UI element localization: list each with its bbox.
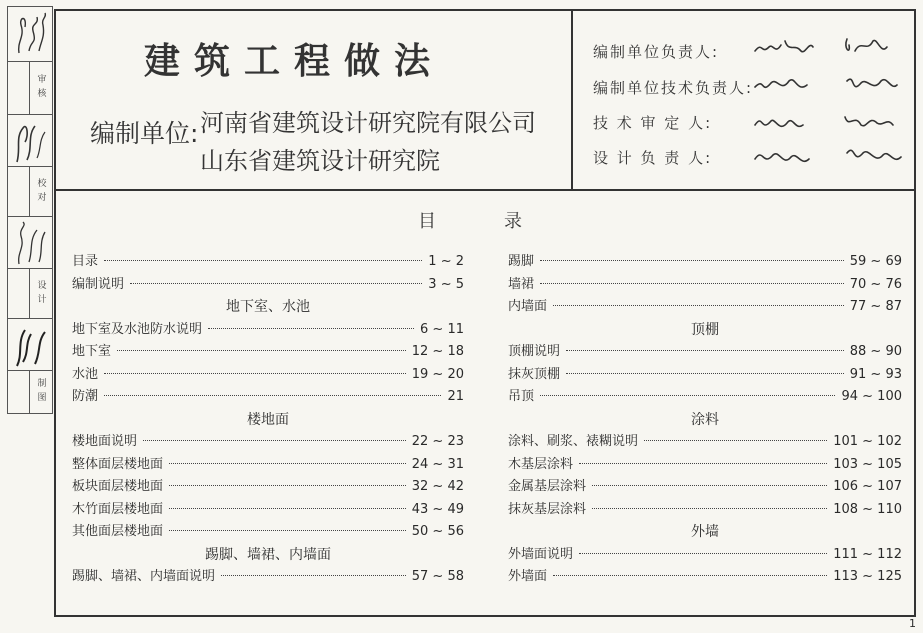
- compiling-unit-name: 山东省建筑设计研究院: [200, 147, 440, 175]
- approver-role: 设 计 负 责 人:: [593, 149, 713, 167]
- toc-entry[interactable]: [72, 456, 464, 474]
- toc-entry-title: 踢脚、墙裙、内墙面说明: [72, 569, 216, 584]
- toc-title: 目录: [418, 211, 590, 232]
- toc-entry-title: 地下室及水池防水说明: [72, 321, 203, 337]
- toc-leader-dots: [592, 485, 827, 486]
- toc-entry-title: 墙裙: [508, 276, 535, 292]
- toc-leader-dots: [221, 575, 406, 576]
- page-number: 1: [909, 617, 916, 630]
- signoff-check: [8, 167, 52, 217]
- drawing-frame: [54, 9, 916, 617]
- compiling-unit-name: 河南省建筑设计研究院有限公司: [200, 109, 536, 137]
- toc-entry-pages: 43 ~ 49: [411, 501, 464, 517]
- toc-entry-pages: 70 ~ 76: [849, 276, 902, 292]
- toc-entry-pages: 108 ~ 110: [833, 501, 902, 517]
- toc-leader-dots: [169, 485, 406, 486]
- signoff-review: [8, 62, 52, 115]
- toc-entry-title: 内墙面: [508, 299, 548, 314]
- toc-entry[interactable]: [72, 523, 464, 541]
- toc-leader-dots: [540, 283, 844, 284]
- toc-leader-dots: [579, 463, 827, 464]
- toc-leader-dots: [553, 575, 827, 576]
- toc-entry-pages: 50 ~ 56: [411, 524, 464, 539]
- toc-entry-pages: 6 ~ 11: [420, 321, 464, 337]
- toc-leader-dots: [117, 350, 406, 351]
- toc-entry-pages: 91 ~ 93: [849, 366, 902, 382]
- toc-leader-dots: [169, 508, 406, 509]
- toc-entry-title: 抹灰顶棚: [508, 366, 561, 382]
- toc-entry-pages: 22 ~ 23: [411, 434, 464, 449]
- toc-entry[interactable]: [508, 546, 902, 564]
- toc-entry-pages: 1 ~ 2: [428, 254, 464, 269]
- signoff-drafting: [8, 371, 52, 413]
- toc-entry-title: 吊顶: [508, 389, 535, 404]
- signoff-label: 设计: [35, 279, 46, 308]
- toc-leader-dots: [208, 328, 414, 329]
- toc-entry[interactable]: [508, 568, 902, 586]
- toc-entry-pages: 59 ~ 69: [849, 254, 902, 269]
- toc-section-heading: 楼地面: [247, 411, 289, 428]
- toc-section-heading: 踢脚、墙裙、内墙面: [205, 546, 331, 563]
- toc-leader-dots: [566, 373, 844, 374]
- toc-entry-title: 地下室: [72, 344, 112, 359]
- toc-entry[interactable]: [508, 298, 902, 316]
- toc-section-heading: 外墙: [691, 524, 719, 540]
- toc-entry[interactable]: [508, 388, 902, 406]
- toc-leader-dots: [553, 305, 844, 306]
- compiling-unit-label: 编制单位:: [90, 119, 199, 148]
- document-title: 建筑工程做法: [144, 41, 445, 82]
- toc-entry-title: 踢脚: [508, 254, 535, 269]
- toc-section-heading: 顶棚: [691, 321, 719, 338]
- approver-role: 技 术 审 定 人:: [593, 114, 713, 132]
- toc-entry-pages: 24 ~ 31: [411, 456, 464, 472]
- signoff-review-sign: [8, 115, 52, 167]
- toc-entry-pages: 106 ~ 107: [833, 479, 902, 494]
- handwritten-signature-icon: [11, 220, 49, 266]
- toc-entry-title: 目录: [72, 254, 99, 269]
- toc-entry-pages: 19 ~ 20: [411, 366, 464, 382]
- toc-entry-pages: 57 ~ 58: [411, 569, 464, 584]
- toc-entry[interactable]: [72, 478, 464, 496]
- approver-role: 编制单位技术负责人:: [593, 79, 754, 97]
- toc-entry-title: 涂料、刷浆、裱糊说明: [508, 434, 639, 449]
- handwritten-signature-icon: [751, 33, 911, 183]
- toc-entry[interactable]: [72, 321, 464, 339]
- toc-entry[interactable]: [72, 276, 464, 294]
- signoff-check-sign: [8, 217, 52, 269]
- toc-entry-title: 整体面层楼地面: [72, 456, 164, 472]
- toc-entry-title: 木竹面层楼地面: [72, 501, 164, 517]
- toc-section-heading: 地下室、水池: [226, 299, 310, 315]
- toc-entry[interactable]: [508, 366, 902, 384]
- signoff-top-signatures: [8, 7, 52, 62]
- toc-entry[interactable]: [508, 501, 902, 519]
- toc-entry[interactable]: [72, 253, 464, 271]
- toc-entry-title: 其他面层楼地面: [72, 524, 164, 539]
- toc-entry-title: 外墙面说明: [508, 546, 574, 562]
- toc-entry[interactable]: [72, 501, 464, 519]
- toc-entry-pages: 21: [447, 389, 464, 404]
- toc-entry[interactable]: [508, 433, 902, 451]
- toc-leader-dots: [104, 260, 422, 261]
- toc-entry-title: 板块面层楼地面: [72, 479, 164, 494]
- toc-entry-pages: 94 ~ 100: [841, 389, 902, 404]
- toc-leader-dots: [104, 395, 441, 396]
- toc-entry-title: 编制说明: [72, 276, 125, 292]
- handwritten-signature-icon: [11, 118, 49, 164]
- toc-entry[interactable]: [72, 388, 464, 406]
- handwritten-signature-icon: [11, 11, 49, 57]
- toc-entry[interactable]: [72, 433, 464, 451]
- toc-entry-pages: 3 ~ 5: [428, 276, 464, 292]
- toc-entry[interactable]: [508, 478, 902, 496]
- approval-block: [573, 11, 914, 191]
- signoff-label: 审核: [35, 74, 46, 102]
- toc-leader-dots: [540, 260, 844, 261]
- toc-entry-title: 水池: [72, 366, 99, 382]
- toc-entry-pages: 103 ~ 105: [833, 456, 902, 472]
- toc-entry-pages: 113 ~ 125: [833, 569, 902, 584]
- toc-entry-pages: 32 ~ 42: [411, 479, 464, 494]
- signoff-strip: [7, 6, 53, 414]
- signoff-design: [8, 269, 52, 319]
- toc-entry[interactable]: [508, 276, 902, 294]
- toc-entry-title: 楼地面说明: [72, 434, 138, 449]
- toc-leader-dots: [130, 283, 422, 284]
- toc-entry-title: 顶棚说明: [508, 344, 561, 359]
- toc-leader-dots: [104, 373, 406, 374]
- toc-entry-title: 金属基层涂料: [508, 479, 587, 494]
- toc-entry-pages: 12 ~ 18: [411, 344, 464, 359]
- toc-entry-title: 外墙面: [508, 569, 548, 584]
- toc-leader-dots: [143, 440, 406, 441]
- toc-entry-title: 木基层涂料: [508, 456, 574, 472]
- toc-entry-title: 防潮: [72, 389, 99, 404]
- toc-entry-pages: 77 ~ 87: [849, 299, 902, 314]
- toc-entry-pages: 101 ~ 102: [833, 434, 902, 449]
- toc-entry[interactable]: [72, 343, 464, 361]
- handwritten-signature-icon: [11, 322, 49, 368]
- toc-leader-dots: [169, 463, 406, 464]
- title-block: [56, 11, 573, 191]
- toc-leader-dots: [579, 553, 827, 554]
- toc-entry[interactable]: [72, 568, 464, 586]
- approver-role: 编制单位负责人:: [593, 43, 720, 61]
- toc-leader-dots: [169, 530, 406, 531]
- toc-leader-dots: [566, 350, 844, 351]
- signoff-label: 制图: [35, 378, 46, 406]
- toc-leader-dots: [592, 508, 827, 509]
- toc-entry[interactable]: [508, 253, 902, 271]
- toc-leader-dots: [540, 395, 835, 396]
- signoff-label: 校对: [35, 177, 46, 206]
- toc-entry-pages: 111 ~ 112: [833, 546, 902, 562]
- toc-entry[interactable]: [72, 366, 464, 384]
- toc-entry-pages: 88 ~ 90: [849, 344, 902, 359]
- signoff-design-sign: [8, 319, 52, 371]
- toc-section-heading: 涂料: [691, 411, 719, 428]
- toc-entry[interactable]: [508, 456, 902, 474]
- toc-entry-title: 抹灰基层涂料: [508, 501, 587, 517]
- toc-leader-dots: [644, 440, 827, 441]
- toc-entry[interactable]: [508, 343, 902, 361]
